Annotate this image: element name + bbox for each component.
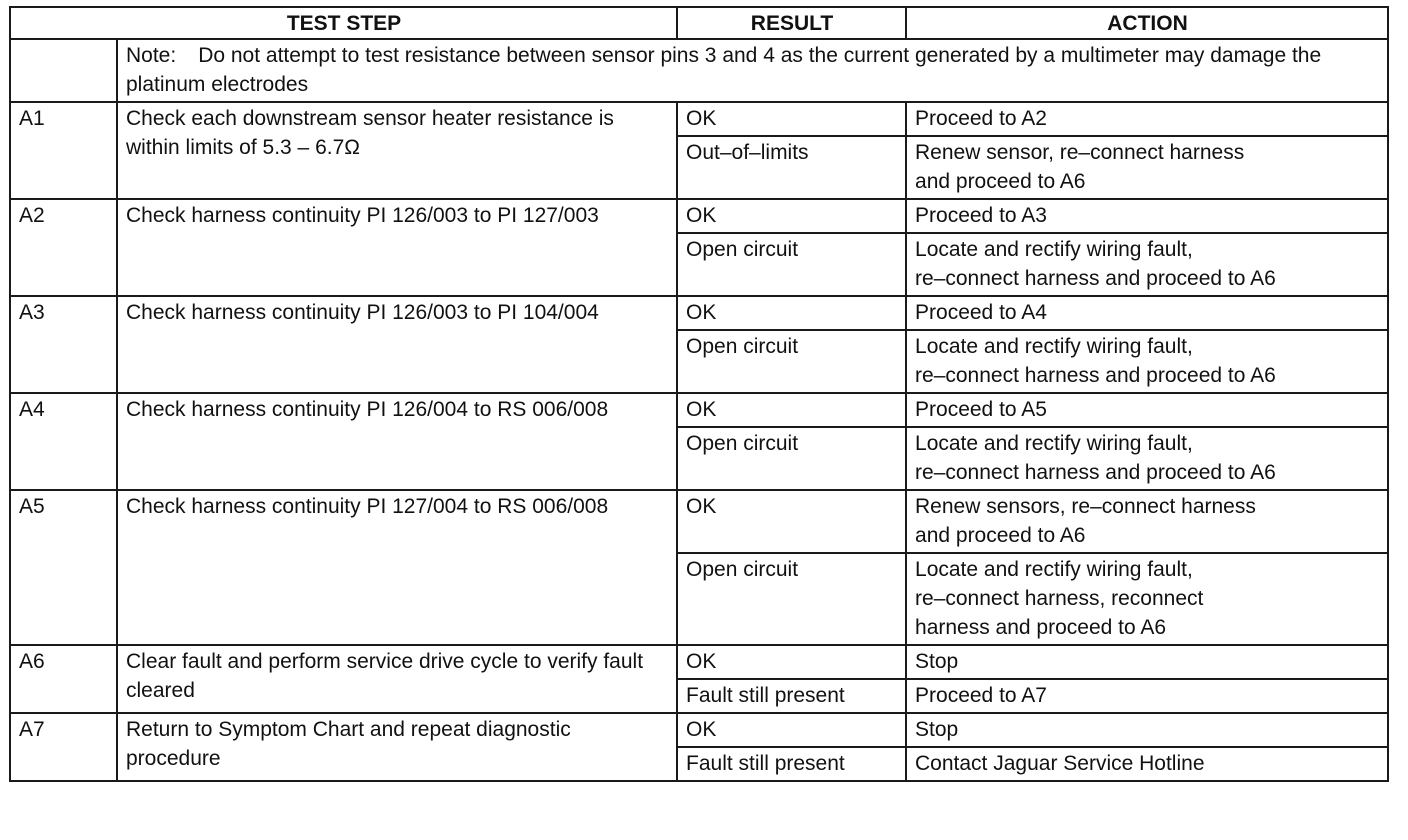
step-description: Check harness continuity PI 126/004 to RS 006/008: [117, 393, 677, 490]
step-id: A1: [10, 102, 117, 199]
step-result: OK: [677, 645, 906, 679]
step-result: OK: [677, 713, 906, 747]
step-result: Open circuit: [677, 330, 906, 393]
step-action: Proceed to A5: [906, 393, 1388, 427]
note-id-cell: [10, 39, 117, 102]
table-row: [10, 393, 1388, 427]
step-action: Locate and rectify wiring fault, re–connect harness and proceed to A6: [906, 427, 1388, 490]
step-action: Stop: [906, 645, 1388, 679]
table-row: [10, 296, 1388, 330]
table-row: [10, 490, 1388, 553]
step-description: Check harness continuity PI 126/003 to PI 104/004: [117, 296, 677, 393]
step-id: A3: [10, 296, 117, 393]
step-action: Proceed to A2: [906, 102, 1388, 136]
step-id: A7: [10, 713, 117, 781]
step-result: OK: [677, 102, 906, 136]
step-result: Open circuit: [677, 553, 906, 645]
step-id: A6: [10, 645, 117, 713]
step-id: A2: [10, 199, 117, 296]
step-result: OK: [677, 393, 906, 427]
step-id: A4: [10, 393, 117, 490]
step-action: Locate and rectify wiring fault, re–connect harness, reconnect harness and proceed to A6: [906, 553, 1388, 645]
step-result: Open circuit: [677, 233, 906, 296]
table-row: [10, 645, 1388, 679]
step-description: Check each downstream sensor heater resistance is within limits of 5.3 – 6.7Ω: [117, 102, 677, 199]
header-test-step: TEST STEP: [10, 7, 677, 39]
step-description: Clear fault and perform service drive cycle to verify fault cleared: [117, 645, 677, 713]
step-action: Proceed to A7: [906, 679, 1388, 713]
header-result: RESULT: [677, 7, 906, 39]
step-action: Locate and rectify wiring fault, re–connect harness and proceed to A6: [906, 233, 1388, 296]
step-result: Fault still present: [677, 679, 906, 713]
step-action: Proceed to A4: [906, 296, 1388, 330]
step-id: A5: [10, 490, 117, 645]
step-result: OK: [677, 296, 906, 330]
table-row: [10, 713, 1388, 747]
note-row: [10, 39, 1388, 102]
step-description: Return to Symptom Chart and repeat diagnostic procedure: [117, 713, 677, 781]
table-row: [10, 102, 1388, 136]
table-row: [10, 199, 1388, 233]
step-action: Renew sensor, re–connect harness and proceed to A6: [906, 136, 1388, 199]
table-header-row: [10, 7, 1388, 39]
step-action: Stop: [906, 713, 1388, 747]
diagnostic-table: [9, 6, 1389, 782]
step-result: Out–of–limits: [677, 136, 906, 199]
step-result: OK: [677, 199, 906, 233]
step-result: Open circuit: [677, 427, 906, 490]
note-cell: [117, 39, 1388, 102]
step-action: Proceed to A3: [906, 199, 1388, 233]
step-result: OK: [677, 490, 906, 553]
step-result: Fault still present: [677, 747, 906, 781]
note-text: Do not attempt to test resistance between sensor pins 3 and 4 as the current generated by a multimeter may damage the platinum electrodes: [126, 44, 1322, 96]
step-description: Check harness continuity PI 127/004 to RS 006/008: [117, 490, 677, 645]
note-label: Note:: [126, 44, 177, 67]
step-action: Contact Jaguar Service Hotline: [906, 747, 1388, 781]
step-action: Locate and rectify wiring fault, re–connect harness and proceed to A6: [906, 330, 1388, 393]
step-description: Check harness continuity PI 126/003 to PI 127/003: [117, 199, 677, 296]
header-action: ACTION: [906, 7, 1388, 39]
step-action: Renew sensors, re–connect harness and proceed to A6: [906, 490, 1388, 553]
